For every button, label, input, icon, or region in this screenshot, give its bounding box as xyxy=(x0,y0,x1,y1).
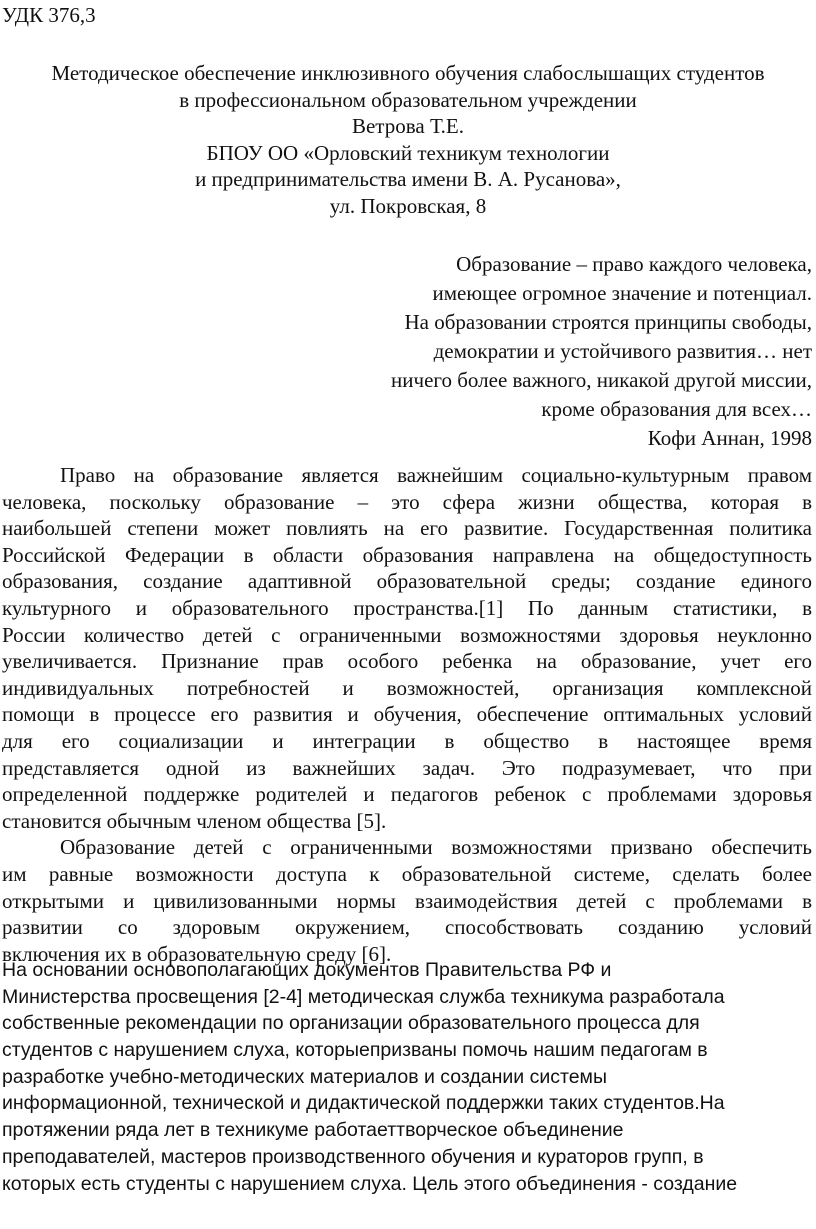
paragraph-2-line: им равные возможности доступа к образовательной системе, сделать более xyxy=(2,861,812,886)
epigraph xyxy=(391,250,812,453)
paragraph-3-line: На основании основополагающих документов Правительства РФ и xyxy=(2,959,612,981)
paragraph-1-line: образования, создание адаптивной образовательной среды; создание единого xyxy=(2,569,812,594)
paragraph-1-line: индивидуальных потребностей и возможностей, организация комплексной xyxy=(2,675,812,700)
author-name: Ветрова Т.Е. xyxy=(351,114,465,138)
article-title-line-1: Методическое обеспечение инклюзивного обучения слабослышащих студентов xyxy=(51,61,765,85)
paragraph-3-line: студентов с нарушением слуха, которыепризваны помочь нашим педагогам в xyxy=(2,1039,708,1062)
paragraph-3-line: информационной, технической и дидактической поддержки таких студентов.На xyxy=(2,1092,725,1115)
title-block xyxy=(0,60,816,219)
paragraph-1-line: культурного и образовательного пространства.[1] По данным статистики, в xyxy=(2,595,812,620)
paragraph-1-line: Право на образование является важнейшим социально-культурным правом xyxy=(60,463,812,487)
epigraph-line: имеющее огромное значение и потенциал. xyxy=(432,281,812,305)
paragraph-2-line: развитии со здоровым окружением, способствовать созданию условий xyxy=(2,915,812,940)
paragraph-1-line: помощи в процессе его развития и обучения, обеспечение оптимальных условий xyxy=(2,702,812,727)
body-text-continued xyxy=(2,957,812,1197)
paragraph-3-line: преподавателей, мастеров производственного обучения и кураторов групп, в xyxy=(2,1145,704,1168)
article-title-line-2: в профессиональном образовательном учреждении xyxy=(179,87,637,112)
epigraph-line: демократии и устойчивого развития… нет xyxy=(433,339,812,363)
paragraph-3-line: которых есть студенты с нарушением слуха. Цель этого объединения - создание xyxy=(2,1172,738,1195)
body-text xyxy=(2,462,812,967)
paragraph-1-line: России количество детей с ограниченными возможностями здоровья неуклонно xyxy=(2,622,812,647)
udk-code: УДК 376,3 xyxy=(2,3,96,27)
paragraph-2-line: открытыми и цивилизованными нормы взаимодействия детей с проблемами в xyxy=(2,888,812,913)
paragraph-1-line: наибольшей степени может повлиять на его развитие. Государственная политика xyxy=(2,516,812,541)
paragraph-1-line: для его социализации и интеграции в общество в настоящее время xyxy=(2,728,812,753)
paragraph-2-line: Образование детей с ограниченными возможностями призвано обеспечить xyxy=(60,835,812,860)
affiliation-line-1: БПОУ ОО «Орловский техникум технологии xyxy=(206,140,610,165)
paragraph-1-line: становится обычным членом общества [5]. xyxy=(2,808,387,833)
epigraph-line: кроме образования для всех… xyxy=(541,397,812,421)
paragraph-3-line: протяжении ряда лет в техникуме работаеттворческое объединение xyxy=(2,1119,624,1142)
affiliation-address: ул. Покровская, 8 xyxy=(329,193,487,218)
paragraph-1-line: определенной поддержке родителей и педагогов ребенок с проблемами здоровья xyxy=(2,782,812,807)
affiliation-line-2: и предпринимательства имени В. А. Русанова», xyxy=(195,167,621,191)
paragraph-3-line: Министерства просвещения [2-4] методическая служба техникума разработала xyxy=(2,985,725,1008)
epigraph-attribution: Кофи Аннан, 1998 xyxy=(647,426,812,450)
paragraph-1-line: увеличивается. Признание прав особого ребенка на образование, учет его xyxy=(2,649,812,674)
paragraph-1-line: представляется одной из важнейших задач. Это подразумевает, что при xyxy=(2,755,812,780)
paragraph-1-line: человека, поскольку образование – это сфера жизни общества, которая в xyxy=(2,489,812,514)
epigraph-line: Образование – право каждого человека, xyxy=(456,252,812,276)
paragraph-3-line: собственные рекомендации по организации образовательного процесса для xyxy=(2,1012,700,1035)
paragraph-2-line: включения их в образовательную среду [6]. xyxy=(2,941,392,966)
epigraph-line: ничего более важного, никакой другой миссии, xyxy=(391,368,812,392)
paragraph-1-line: Российской Федерации в области образования направлена на общедоступность xyxy=(2,542,812,567)
epigraph-line: На образовании строятся принципы свободы, xyxy=(404,310,812,334)
paragraph-3-line: разработке учебно-методических материалов и создании системы xyxy=(2,1065,607,1088)
